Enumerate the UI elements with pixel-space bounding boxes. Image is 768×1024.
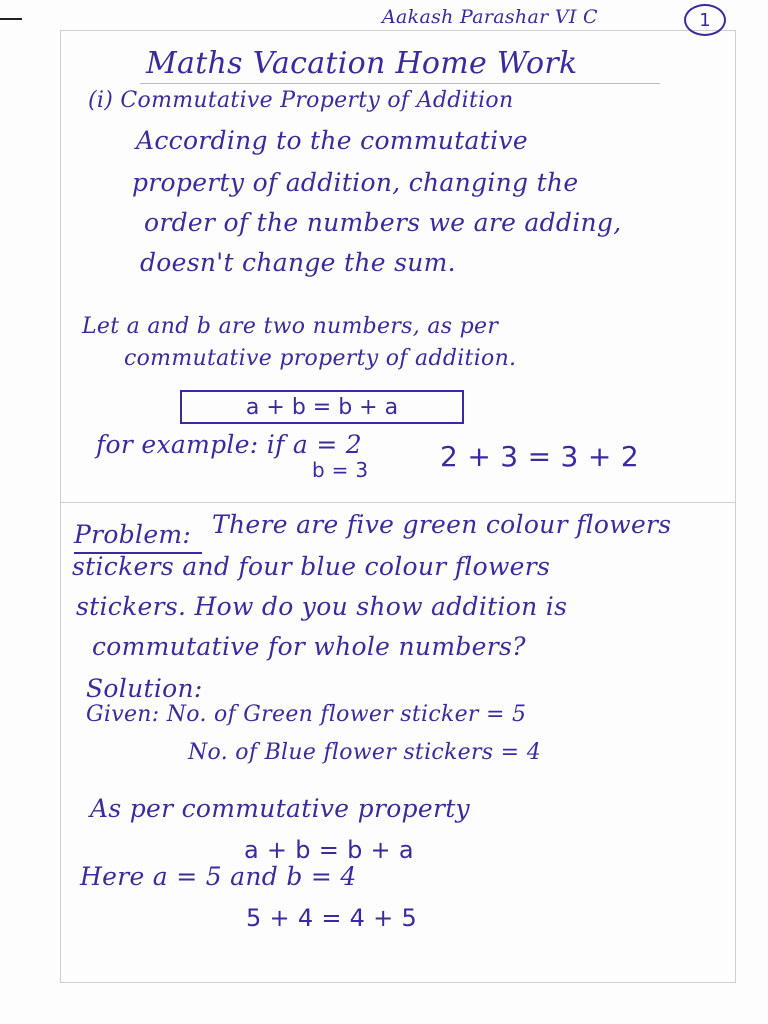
page-title: Maths Vacation Home Work [146, 46, 578, 81]
page-number-circle [684, 4, 726, 36]
second-formula: a + b = b + a [244, 836, 414, 864]
problem-line-4: commutative for whole numbers? [92, 632, 526, 661]
solution-label: Solution: [86, 674, 203, 703]
given-line-2: No. of Blue flower stickers = 4 [188, 740, 542, 765]
as-per-line: As per commutative property [90, 794, 470, 823]
definition-line-2: property of addition, changing the [132, 168, 579, 197]
page-border-bottom [60, 982, 736, 983]
example-label: for example: if a = 2 [96, 430, 363, 459]
page-border-top [60, 30, 736, 31]
corner-mark [0, 18, 22, 20]
page-number: 1 [699, 9, 711, 31]
section1-heading: (i) Commutative Property of Addition [88, 88, 514, 113]
here-line: Here a = 5 and b = 4 [80, 862, 357, 891]
definition-line-1: According to the commutative [136, 126, 528, 155]
problem-line-2: stickers and four blue colour flowers [72, 552, 551, 581]
example-result: 2 + 3 = 3 + 2 [440, 440, 639, 473]
page-border-right [735, 30, 736, 982]
title-rule [140, 83, 660, 84]
let-line-2: commutative property of addition. [124, 346, 517, 371]
example-b-value: b = 3 [312, 458, 369, 482]
let-line-1: Let a and b are two numbers, as per [82, 314, 499, 339]
definition-line-3: order of the numbers we are adding, [144, 208, 622, 237]
given-line-1: Given: No. of Green flower sticker = 5 [86, 702, 527, 727]
formula-box [180, 390, 464, 424]
student-name-class: Aakash Parashar VI C [382, 6, 598, 28]
problem-line-1: There are five green colour flowers [212, 510, 672, 539]
definition-line-4: doesn't change the sum. [140, 248, 456, 277]
problem-line-3: stickers. How do you show addition is [76, 592, 568, 621]
section-divider [60, 502, 736, 503]
commutative-formula: a + b = b + a [245, 394, 399, 420]
problem-label: Problem: [74, 520, 192, 549]
final-result: 5 + 4 = 4 + 5 [246, 904, 418, 932]
page-border-left [60, 30, 61, 982]
